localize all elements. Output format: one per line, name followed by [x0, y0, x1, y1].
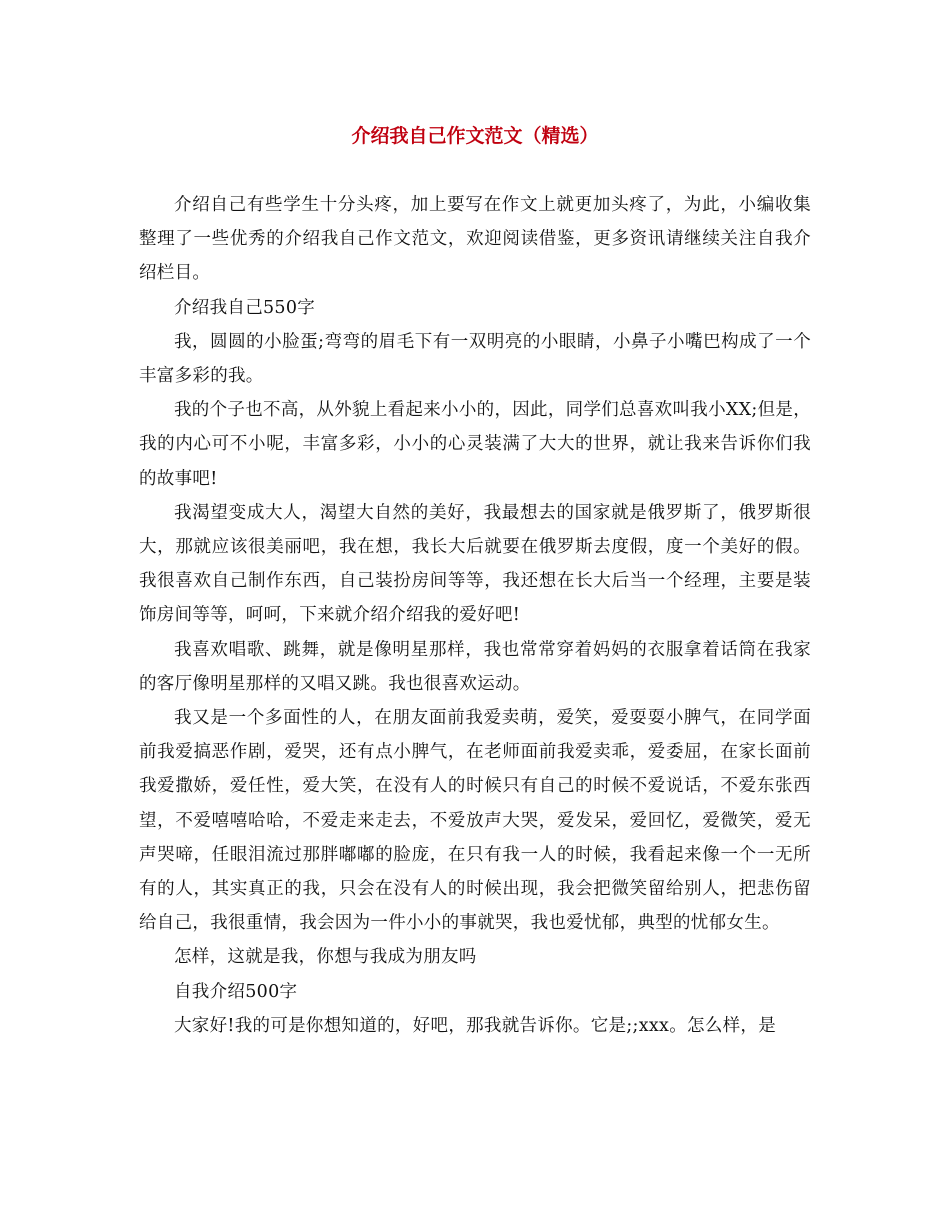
section-heading-550: 介绍我自己550字	[174, 297, 316, 318]
body-paragraph: 我又是一个多面性的人，在朋友面前我爱卖萌，爱笑，爱耍耍小脾气，在同学面前我爱搞恶作剧，爱哭，还有点小脾气，在老师面前我爱卖乖，爱委屈，在家长面前我爱撒娇，爱任性，爱大笑，在没有人的时候只有自己的时候不爱说话，不爱东张西望，不爱嘻嘻哈哈，不爱走来走去，不爱放声大哭，爱发呆，爱回忆，爱微笑，爱无声哭啼，任眼泪流过那胖嘟嘟的脸庞，在只有我一人的时候，我看起来像一个一无所有的人，其实真正的我，只会在没有人的时候出现，我会把微笑留给别人，把悲伤留给自己，我很重情，我会因为一件小小的事就哭，我也爱忧郁，典型的忧郁女生。	[139, 708, 811, 934]
body-paragraph: 我，圆圆的小脸蛋;弯弯的眉毛下有一双明亮的小眼睛，小鼻子小嘴巴构成了一个丰富多彩的我。	[139, 331, 811, 387]
body-paragraph: 我的个子也不高，从外貌上看起来小小的，因此，同学们总喜欢叫我小XX;但是，我的内心可不小呢，丰富多彩，小小的心灵装满了大大的世界，就让我来告诉你们我的故事吧!	[139, 400, 811, 489]
section-heading-500: 自我介绍500字	[174, 981, 298, 1002]
body-paragraph: 怎样，这就是我，你想与我成为朋友吗	[174, 947, 477, 968]
page-title: 介绍我自己作文范文（精选）	[351, 125, 599, 147]
body-paragraph: 大家好!我的可是你想知道的，好吧，那我就告诉你。它是;;xxx。怎么样，是	[174, 1015, 777, 1036]
body-paragraph: 我渴望变成大人，渴望大自然的美好，我最想去的国家就是俄罗斯了，俄罗斯很大，那就应该很美丽吧，我在想，我长大后就要在俄罗斯去度假，度一个美好的假。我很喜欢自己制作东西，自己装扮房间等等，我还想在长大后当一个经理，主要是装饰房间等等，呵呵，下来就介绍介绍我的爱好吧!	[139, 502, 811, 626]
body-paragraph: 我喜欢唱歌、跳舞，就是像明星那样，我也常常穿着妈妈的衣服拿着话筒在我家的客厅像明星那样的又唱又跳。我也很喜欢运动。	[139, 639, 811, 694]
intro-paragraph: 介绍自己有些学生十分头疼，加上要写在作文上就更加头疼了，为此，小编收集整理了一些优秀的介绍我自己作文范文，欢迎阅读借鉴，更多资讯请继续关注自我介绍栏目。	[139, 195, 811, 284]
article-body	[139, 188, 811, 1043]
